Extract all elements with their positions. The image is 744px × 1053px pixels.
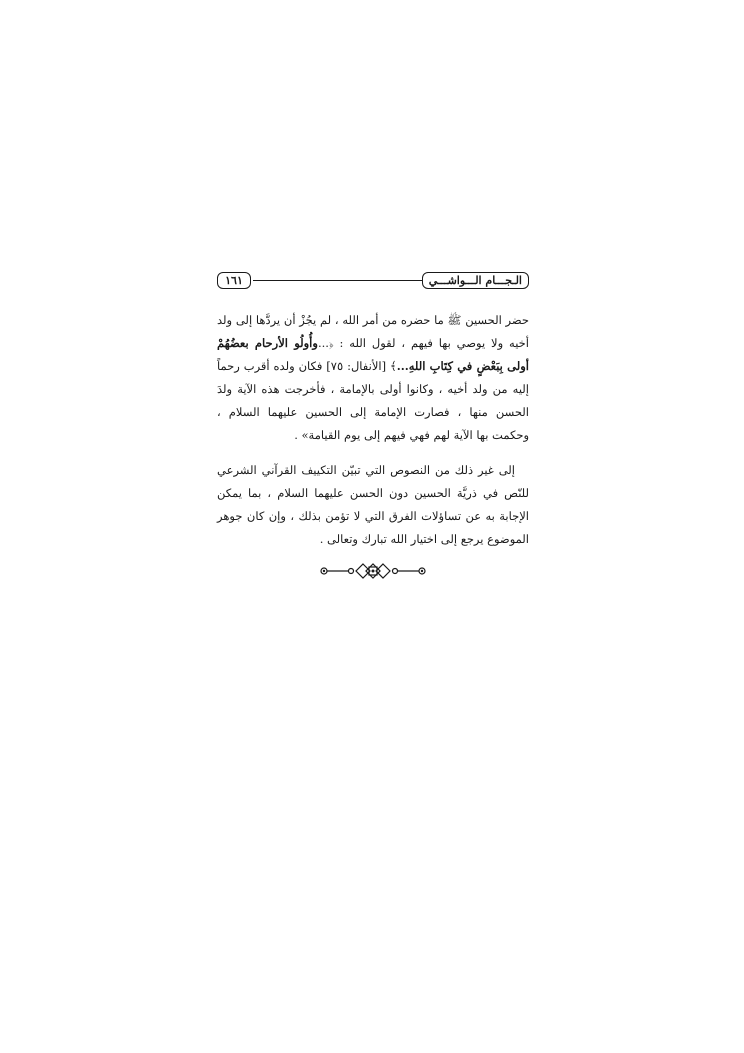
paragraph-1-text-b: ﴾ [الأنفال: ٧٥] فكان ولده أقرب رحماً إليه من ولد أخيه ، وكانوا أولى بالإمامة ، فأخرجت هذه الآية ولدَ الحسن منها ، فصارت الإمامة إلى الحسين عليهما السلام ، وحكمت بها الآية لهم فهي فيهم إلى يوم القيامة» . — [217, 359, 529, 442]
paragraph-2: إلى غير ذلك من النصوص التي تبيّن التكييف القرآني الشرعي للنّص في ذريَّة الحسين دون الحسن عليهما السلام ، بما يمكن الإجابة به عن تساؤلات الفرق التي لا تؤمن بذلك ، وإن كان جوهر الموضوع يرجع إلى اختيار الله تبارك وتعالى . — [217, 463, 529, 546]
section-divider-ornament — [318, 561, 428, 581]
running-title: الـجـــام الـــواشـــي — [422, 272, 529, 289]
header-rule — [253, 280, 425, 281]
running-header — [217, 266, 529, 292]
paragraph-1 — [217, 309, 529, 447]
paragraph-1-text-a: حضر الحسين ﷺ ما حضره من أمر الله ، لم يجُزْ أن يردَّها إلى ولد أخيه ولا يوصي بها فيهم ، لقول الله : ﴿... — [217, 313, 529, 350]
page-content — [217, 266, 529, 581]
page-number: ١٦١ — [217, 272, 251, 289]
quran-verse: وأُولُو الأرحام بعضُهُمْ أولى بِبَعْضٍ في كِتَابِ اللهِ... — [217, 336, 529, 373]
